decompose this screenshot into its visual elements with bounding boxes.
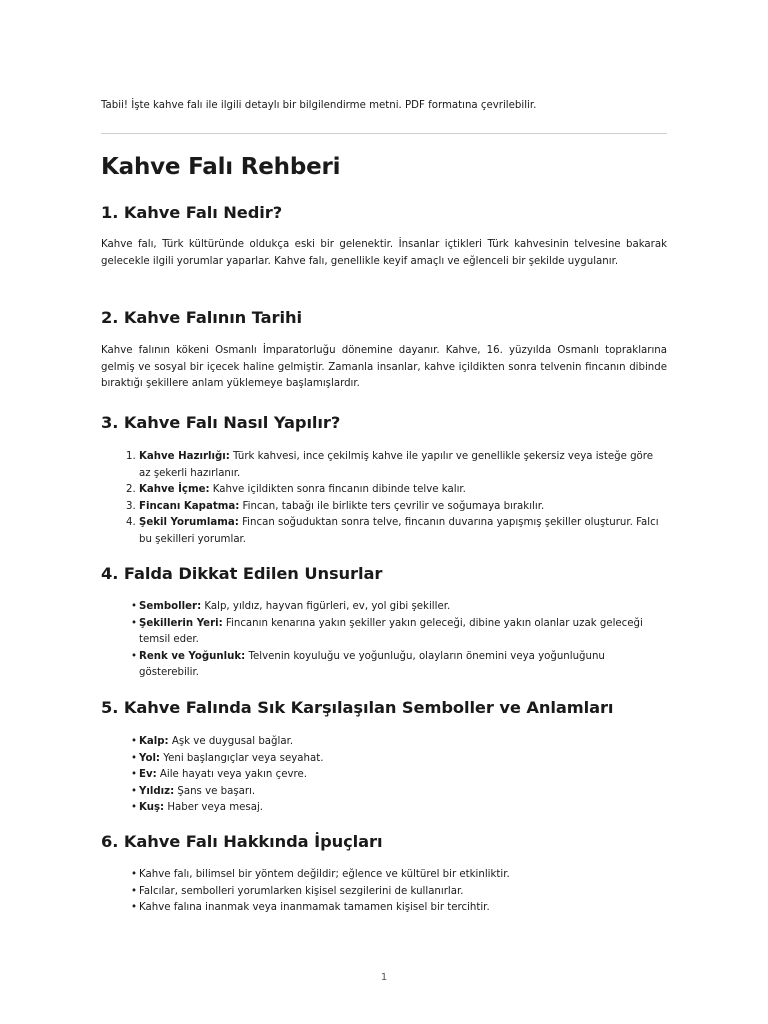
page-number: 1	[380, 972, 388, 983]
intro-text: Tabii! İşte kahve falı ile ilgili detaylı bir bilgilendirme metni. PDF formatına çevrilebilir.	[101, 100, 537, 111]
item-text: Kalp, yıldız, hayvan figürleri, ev, yol gibi şekiller.	[201, 601, 451, 612]
item-number: 2.	[126, 484, 136, 495]
bullet-icon: •	[131, 769, 138, 780]
bullet-icon: •	[131, 617, 138, 629]
item-number: 4.	[126, 517, 136, 528]
item-label: Şekil Yorumlama:	[139, 517, 239, 528]
item-text: Yeni başlangıçlar veya seyahat.	[160, 752, 324, 764]
item-text: Şans ve başarı.	[174, 785, 256, 797]
bullet-icon: •	[131, 752, 138, 764]
item-text: Falcılar, sembolleri yorumlarken kişisel sezgilerini de kullanırlar.	[139, 885, 464, 897]
bullet-icon: •	[131, 736, 138, 747]
item-label: Ev:	[139, 769, 157, 780]
bullet-icon: •	[131, 601, 138, 612]
item-text: Kahve falı, bilimsel bir yöntem değildir; eğlence ve kültürel bir etkinliktir.	[139, 869, 510, 880]
list-item	[101, 767, 667, 784]
bullet-icon: •	[131, 902, 138, 913]
item-text: Fincan, tabağı ile birlikte ters çevrilir ve soğumaya bırakılır.	[239, 500, 545, 512]
item-label: Kuş:	[139, 802, 165, 813]
section-1-body: Kahve falı, Türk kültüründe oldukça eski bir gelenektir. İnsanlar içtikleri Türk kahvesinin telvesine bakarak gelecekle ilgili yorumlar yaparlar. Kahve falı, genellikle keyif amaçlı ve eğlenceli bir şekilde uygulanır.	[101, 239, 667, 267]
list-item	[101, 515, 667, 548]
item-text: Aşk ve duygusal bağlar.	[168, 736, 294, 747]
document-title: Kahve Falı Rehberi	[101, 154, 341, 180]
item-number: 1.	[126, 451, 136, 462]
list-item	[101, 599, 667, 616]
bullet-icon: •	[131, 650, 138, 662]
list-item	[101, 734, 667, 751]
item-number: 3.	[126, 500, 136, 512]
bullet-icon: •	[131, 885, 138, 897]
item-text: Telvenin koyuluğu ve yoğunluğu, olayların önemini veya yoğunluğunu gösterebilir.	[139, 650, 605, 678]
section-1-heading: 1. Kahve Falı Nedir?	[101, 203, 283, 222]
item-text: Fincanın kenarına yakın şekiller yakın geleceği, dibine yakın olanlar uzak geleceği temsil eder.	[139, 617, 643, 645]
list-item	[101, 499, 667, 516]
list-item	[101, 751, 667, 768]
item-label: Yıldız:	[139, 785, 175, 797]
section-3-heading: 3. Kahve Falı Nasıl Yapılır?	[101, 413, 341, 432]
item-label: Kahve İçme:	[139, 484, 210, 495]
section-2-heading: 2. Kahve Falının Tarihi	[101, 308, 302, 327]
item-label: Semboller:	[139, 601, 202, 612]
section-6-heading: 6. Kahve Falı Hakkında İpuçları	[101, 832, 383, 851]
list-item	[101, 800, 667, 817]
item-text: Kahve içildikten sonra fincanın dibinde telve kalır.	[209, 484, 466, 495]
bullet-icon: •	[131, 869, 138, 880]
section-4-list	[101, 599, 667, 682]
item-text: Türk kahvesi, ince çekilmiş kahve ile yapılır ve genellikle şekersiz veya isteğe göre az şekerli hazırlanır.	[139, 451, 654, 479]
section-5-heading: 5. Kahve Falında Sık Karşılaşılan Semboller ve Anlamları	[101, 698, 614, 717]
section-3-steps	[101, 449, 667, 548]
section-5-list	[101, 734, 667, 817]
list-item	[101, 449, 667, 482]
bullet-icon: •	[131, 785, 138, 797]
list-item	[101, 482, 667, 499]
list-item	[101, 900, 667, 917]
item-text: Fincan soğuduktan sonra telve, fincanın duvarına yapışmış şekiller oluşturur. Falcı bu şekilleri yorumlar.	[139, 517, 659, 545]
item-label: Renk ve Yoğunluk:	[139, 650, 246, 662]
item-label: Fincanı Kapatma:	[139, 500, 240, 512]
section-4-heading: 4. Falda Dikkat Edilen Unsurlar	[101, 564, 383, 583]
item-label: Kalp:	[139, 736, 169, 747]
list-item	[101, 649, 667, 682]
list-item	[101, 784, 667, 801]
list-item	[101, 616, 667, 649]
item-text: Kahve falına inanmak veya inanmamak tamamen kişisel bir tercihtir.	[139, 902, 490, 913]
bullet-icon: •	[131, 802, 138, 813]
list-item	[101, 884, 667, 901]
item-label: Kahve Hazırlığı:	[139, 451, 230, 462]
item-text: Haber veya mesaj.	[164, 802, 264, 813]
list-item	[101, 867, 667, 884]
section-6-list	[101, 867, 667, 917]
horizontal-rule	[101, 133, 667, 134]
section-2-body: Kahve falının kökeni Osmanlı İmparatorluğu dönemine dayanır. Kahve, 16. yüzyılda Osmanlı topraklarına gelmiş ve sosyal bir içecek haline gelmiştir. Zamanla insanlar, kahve içildikten sonra telvenin fincanın dibinde bıraktığı şekillere anlam yüklemeye başlamışlardır.	[101, 345, 667, 389]
item-label: Yol:	[139, 752, 161, 764]
item-text: Aile hayatı veya yakın çevre.	[156, 769, 307, 780]
item-label: Şekillerin Yeri:	[139, 617, 223, 629]
